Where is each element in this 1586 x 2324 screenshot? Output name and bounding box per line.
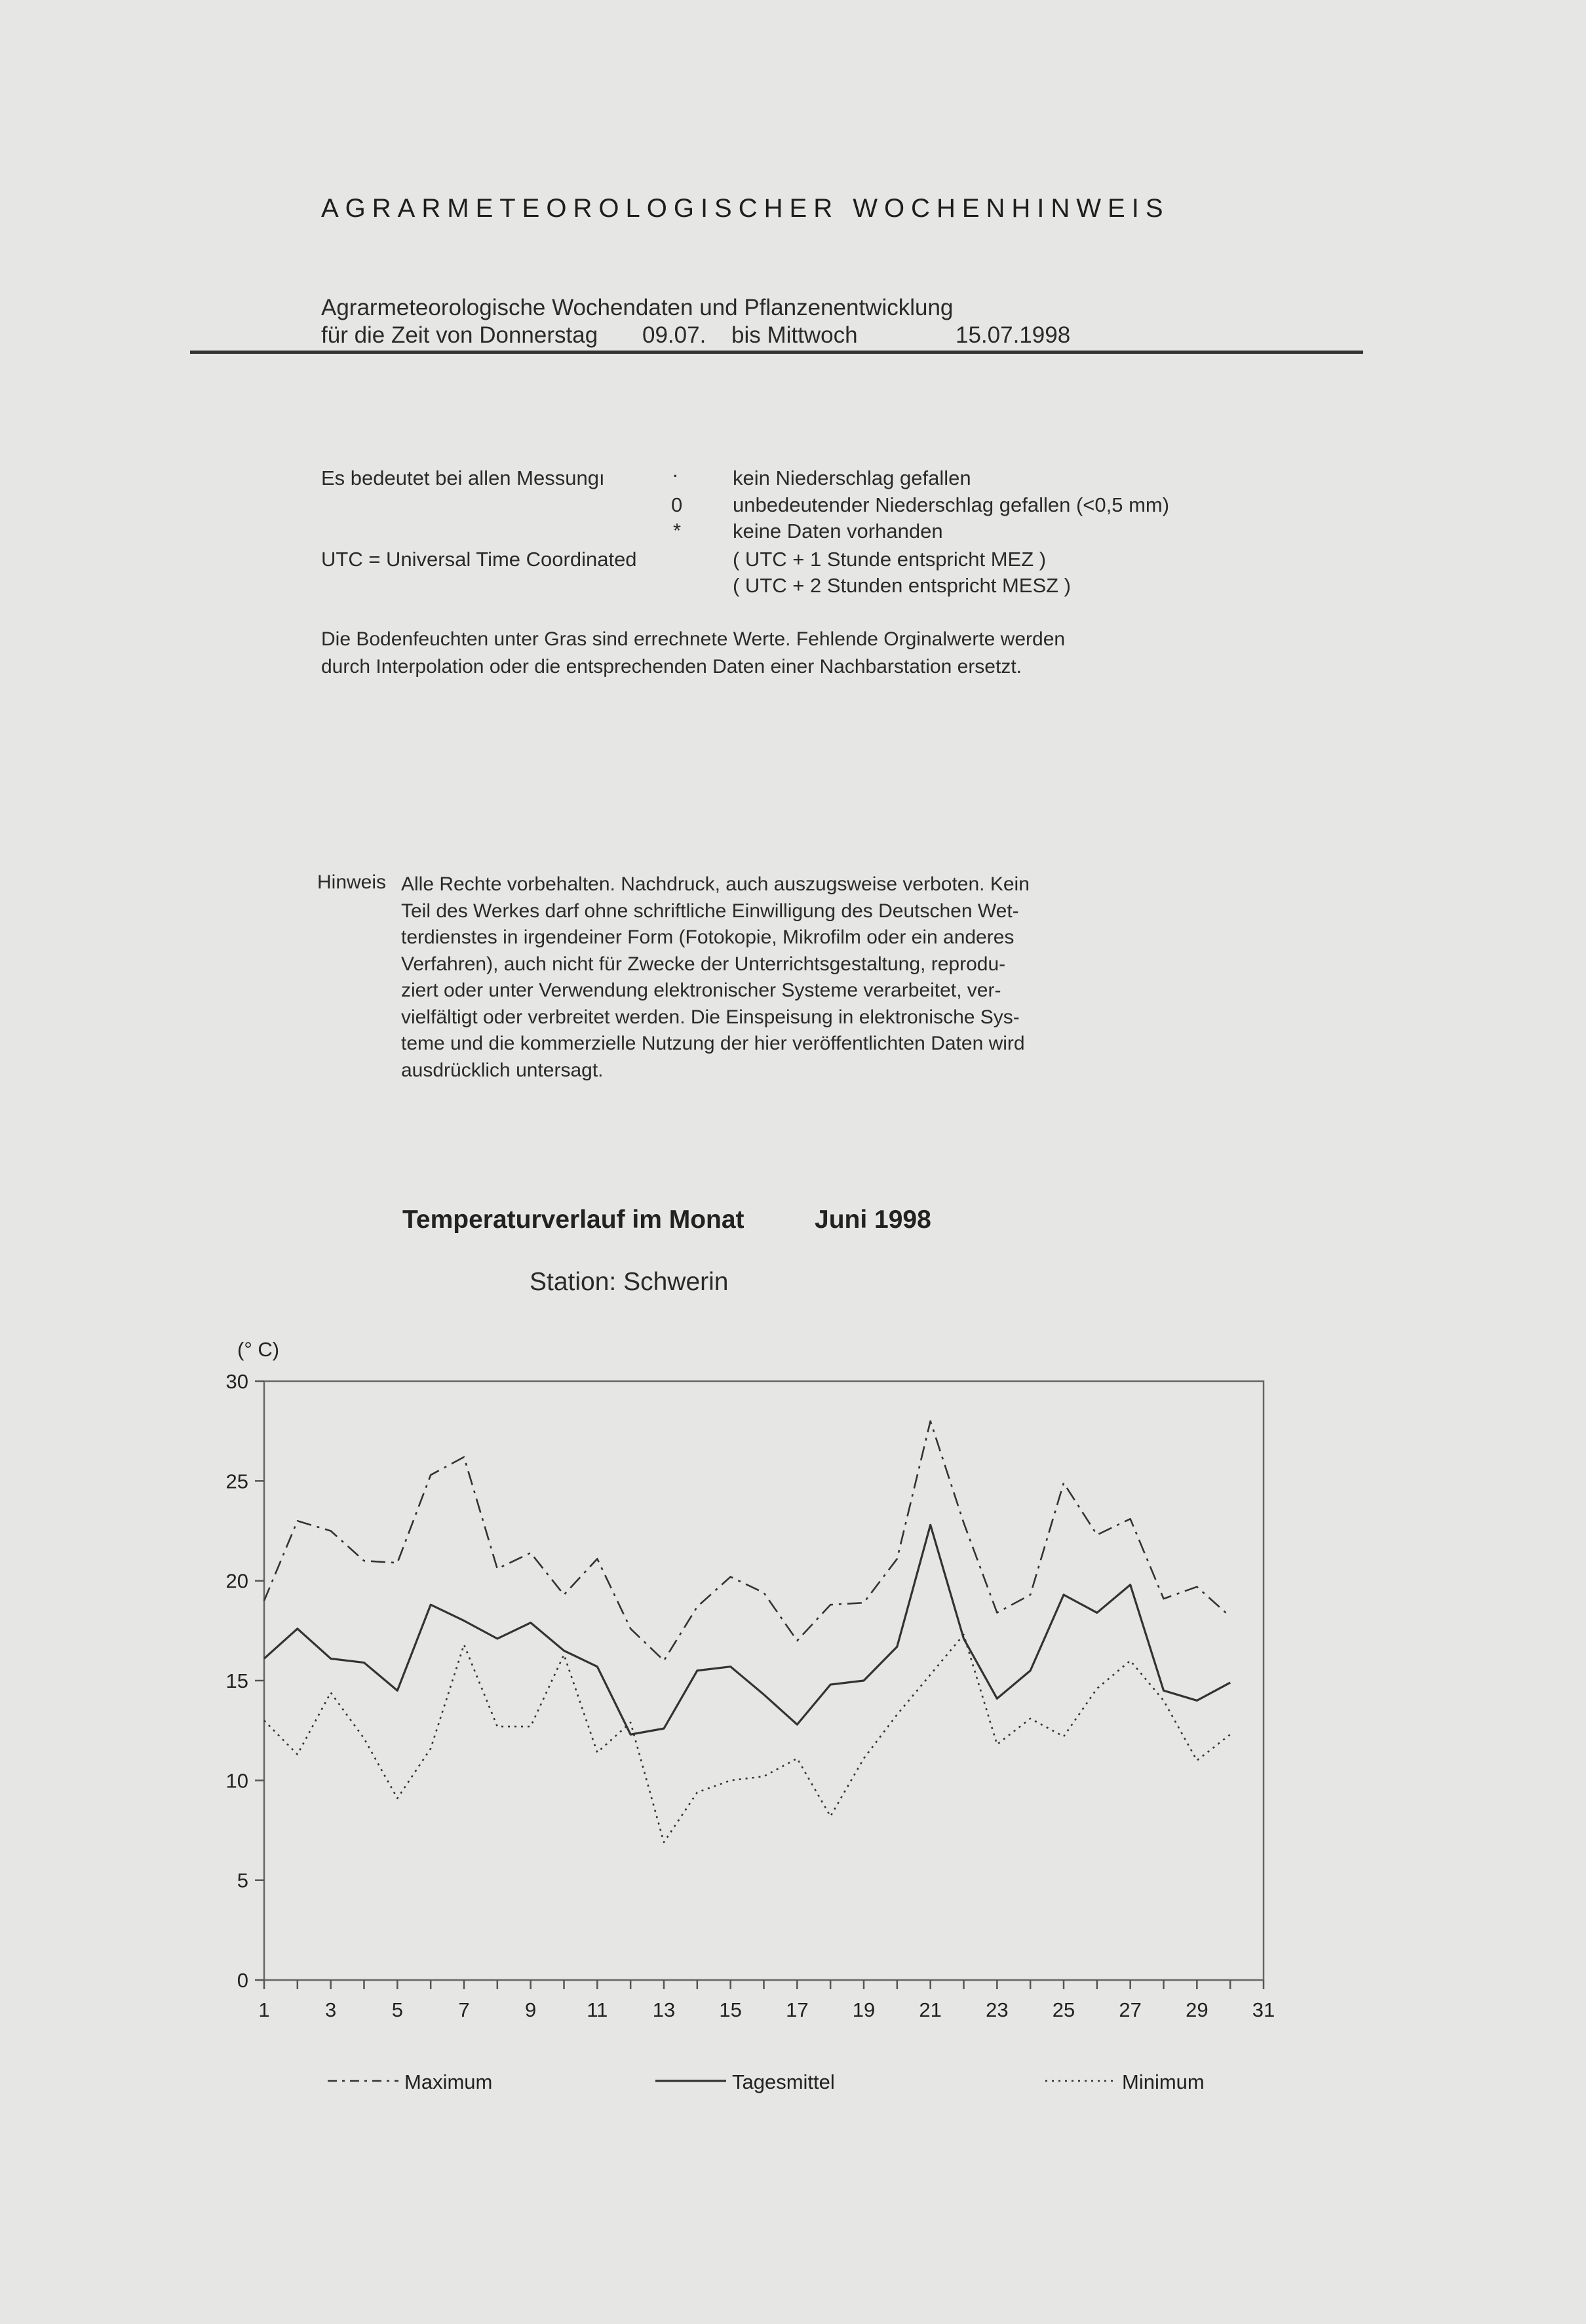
x-tick-label: 11 (587, 1998, 608, 2021)
hinweis-line: Verfahren), auch nicht für Zwecke der Unterrichtsgestaltung, reprodu- (401, 953, 1006, 975)
x-tick-label: 29 (1186, 1998, 1209, 2021)
document-subtitle: Agrarmeteorologische Wochendaten und Pflanzenentwicklung (321, 295, 954, 320)
legend-label-minimum: Minimum (1122, 2070, 1205, 2093)
y-tick-label: 0 (237, 1969, 248, 1992)
x-tick-label: 21 (919, 1998, 942, 2021)
legend-text-dot: kein Niederschlag gefallen (733, 467, 971, 489)
hinweis-line: vielfältigt oder verbreitet werden. Die Einspeisung in elektronische Sys- (401, 1006, 1020, 1028)
plot-area-frame (264, 1381, 1264, 1980)
period-start: 09.07. (642, 322, 706, 348)
legend-label-tagesmittel: Tagesmittel (732, 2070, 835, 2093)
note-line: Die Bodenfeuchten unter Gras sind errechnete Werte. Fehlende Orginalwerte werden (321, 628, 1066, 650)
x-tick-label: 1 (258, 1998, 270, 2021)
hinweis-line: teme und die kommerzielle Nutzung der hier veröffentlichten Daten wird (401, 1033, 1025, 1054)
y-tick-label: 10 (225, 1769, 248, 1793)
chart-title-month: Juni 1998 (815, 1206, 931, 1234)
hinweis-line: Teil des Werkes darf ohne schriftliche Einwilligung des Deutschen Wet- (401, 900, 1019, 922)
x-tick-label: 31 (1252, 1998, 1275, 2021)
series-line-tagesmittel (264, 1525, 1230, 1734)
x-tick-label: 7 (458, 1998, 470, 2021)
legend-symbol-star: * (673, 519, 682, 542)
legend-label-maximum: Maximum (404, 2070, 493, 2093)
legend-text-zero: unbedeutender Niederschlag gefallen (<0,5 mm) (733, 493, 1170, 516)
y-tick-label: 20 (225, 1569, 248, 1593)
x-tick-label: 13 (652, 1998, 676, 2021)
document-title: AGRARMETEOROLOGISCHER WOCHENHINWEIS (321, 194, 1170, 223)
series-line-minimum (264, 1635, 1230, 1842)
y-tick-label: 15 (225, 1669, 248, 1692)
hinweis-label: Hinweis (317, 871, 387, 893)
y-axis-label: (° C) (237, 1338, 280, 1361)
legend-text-star: keine Daten vorhanden (733, 520, 943, 543)
y-tick-label: 5 (237, 1869, 248, 1892)
period-end: 15.07.1998 (956, 322, 1071, 348)
utc-label: UTC = Universal Time Coordinated (321, 548, 637, 571)
x-tick-label: 3 (325, 1998, 337, 2021)
x-tick-label: 25 (1052, 1998, 1075, 2021)
note-line: durch Interpolation oder die entsprechenden Daten einer Nachbarstation ersetzt. (321, 656, 1022, 677)
series-line-maximum (264, 1421, 1230, 1661)
hinweis-line: terdienstes in irgendeiner Form (Fotokopie, Mikrofilm oder ein anderes (401, 926, 1015, 948)
y-tick-label: 25 (225, 1470, 248, 1493)
utc-note-mez: ( UTC + 1 Stunde entspricht MEZ ) (733, 548, 1047, 571)
x-tick-label: 9 (525, 1998, 537, 2021)
hinweis-line: ausdrücklich untersagt. (401, 1059, 604, 1081)
chart-station: Station: Schwerin (530, 1268, 729, 1296)
x-tick-label: 23 (986, 1998, 1009, 2021)
utc-note-mesz: ( UTC + 2 Stunden entspricht MESZ ) (733, 574, 1071, 597)
x-tick-label: 5 (391, 1998, 403, 2021)
x-tick-label: 19 (852, 1998, 876, 2021)
hinweis-line: ziert oder unter Verwendung elektronischer Systeme verarbeitet, ver- (401, 980, 1001, 1001)
legend-intro: Es bedeutet bei allen Messungı (321, 467, 605, 489)
legend-symbol-dot: . (672, 459, 678, 482)
x-tick-label: 27 (1119, 1998, 1142, 2021)
chart-title: Temperaturverlauf im Monat (402, 1206, 745, 1234)
period-mid: bis Mittwoch (731, 322, 858, 348)
x-tick-label: 15 (719, 1998, 742, 2021)
hinweis-line: Alle Rechte vorbehalten. Nachdruck, auch auszugsweise verboten. Kein (401, 873, 1030, 895)
legend-symbol-zero: 0 (671, 493, 683, 516)
x-tick-label: 17 (786, 1998, 809, 2021)
y-tick-label: 30 (225, 1370, 248, 1393)
period-prefix: für die Zeit von Donnerstag (321, 322, 598, 348)
